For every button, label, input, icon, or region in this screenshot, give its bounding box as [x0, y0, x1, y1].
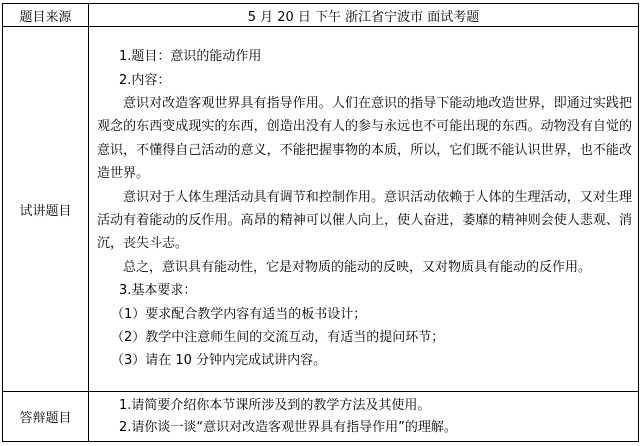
lecture-title: 1.题目：意识的能动作用 — [119, 49, 262, 65]
source-value: 5 月 20 日 下午 浙江省宁波市 面试考题 — [89, 4, 639, 27]
requirement-item: （3）请在 10 分钟内完成试讲内容。 — [111, 353, 327, 369]
requirement-item: （2）教学中注意师生间的交流互动，有适当的提问环节； — [111, 330, 445, 346]
source-label: 题目来源 — [3, 4, 89, 27]
defense-question: 2.请你谈一谈“意识对改造客观世界具有指导作用”的理解。 — [119, 419, 457, 435]
defense-label: 答辩题目 — [3, 392, 89, 442]
defense-content-cell — [89, 392, 639, 442]
requirements-heading: 3.基本要求： — [119, 283, 197, 299]
defense-question: 1.请简要介绍你本节课所涉及到的教学方法及其使用。 — [119, 397, 431, 413]
defense-content — [89, 393, 638, 441]
exam-table — [2, 3, 639, 442]
content-paragraph: 意识对改造客观世界具有指导作用。人们在意识的指导下能动地改造世界，即通过实践把观念的东西变成现实的东西，创造出没有人的参与永远也不可能出现的东西。动物没有自觉的意识，不懂得自己活动的意义，不能把握事物的本质，所以，它们既不能认识世界，也不能改造世界。 — [97, 95, 632, 182]
lecture-content-cell — [89, 27, 639, 392]
content-heading: 2.内容： — [119, 72, 171, 88]
lecture-content — [89, 41, 638, 377]
source-row — [3, 4, 639, 27]
content-paragraph: 总之，意识具有能动性，它是对物质的能动的反映，又对物质具有能动的反作用。 — [123, 259, 592, 275]
defense-row — [3, 392, 639, 442]
lecture-label: 试讲题目 — [3, 27, 89, 392]
exam-document — [2, 3, 639, 443]
lecture-row — [3, 27, 639, 392]
requirement-item: （1）要求配合教学内容有适当的板书设计； — [111, 306, 367, 322]
content-paragraph: 意识对于人体生理活动具有调节和控制作用。意识活动依赖于人体的生理活动，又对生理活动有着能动的反作用。高昂的精神可以催人向上，使人奋进，萎靡的精神则会使人悲观、消沉，丧失斗志。 — [97, 189, 632, 252]
